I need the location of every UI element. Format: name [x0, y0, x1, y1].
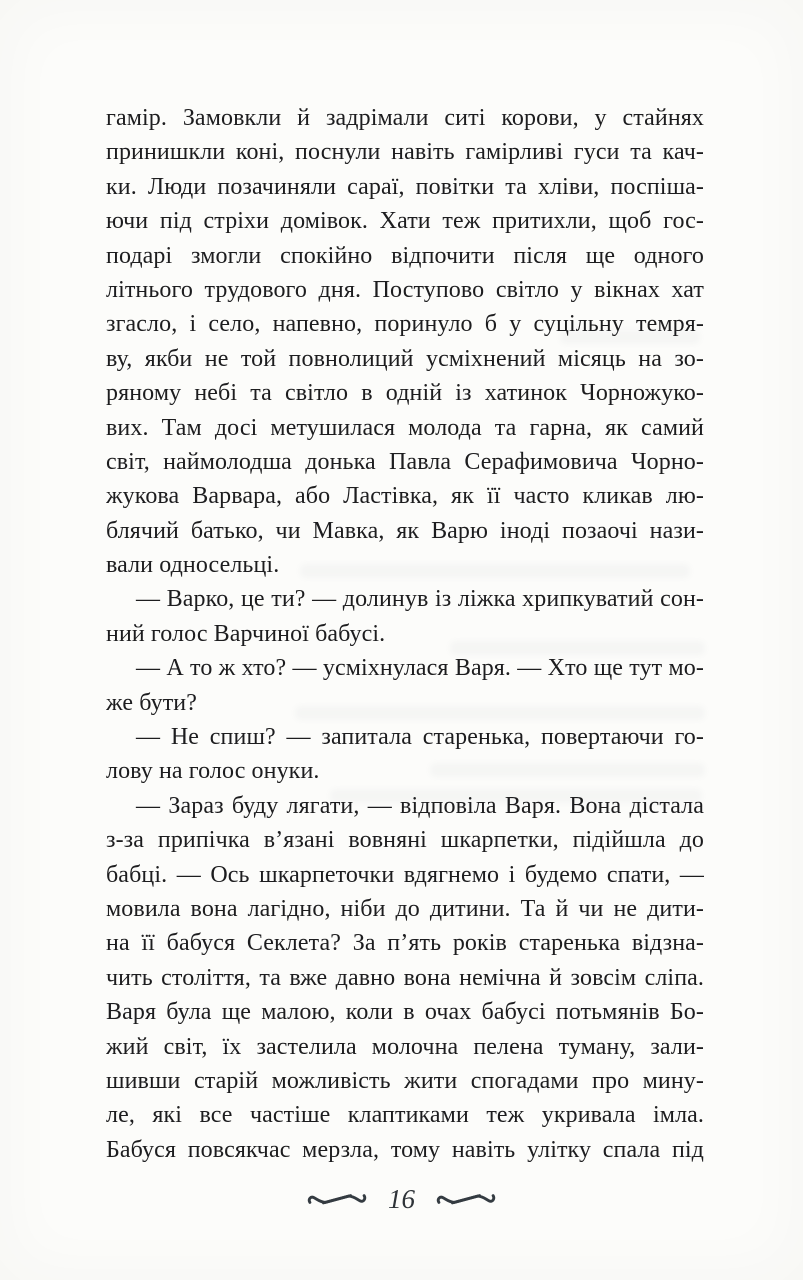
body-line: ний голос Варчиної бабусі. — [106, 620, 386, 647]
body-line: ле, які все частіше клаптиками теж укривала імла. — [106, 1102, 704, 1129]
body-line: гамір. Замовкли й задрімали ситі корови, у стайнях — [106, 105, 704, 131]
body-line: жий світ, їх застелила молочна пелена туману, зали- — [106, 1033, 704, 1060]
body-line: з-за припічка в’язані вовняні шкарпетки, підійшла до — [106, 827, 704, 854]
body-line: літнього трудового дня. Поступово світло у вікнах хат — [106, 276, 704, 303]
body-line: принишкли коні, поснули навіть гамірливі гуси та кач- — [106, 139, 704, 166]
body-line: — Не спиш? — запитала старенька, повертаючи го- — [136, 724, 704, 751]
page-text-block — [106, 101, 704, 1167]
body-line: шивши старій можливість жити спогадами про мину- — [106, 1067, 704, 1094]
body-line: — Зараз буду лягати, — відповіла Варя. Вона дістала — [136, 792, 704, 819]
body-line: згасло, і село, напевно, поринуло б у суцільну темря- — [106, 311, 704, 338]
body-line: вих. Там досі метушилася молода та гарна, як самий — [106, 414, 704, 441]
body-line: лову на голос онуки. — [106, 758, 320, 785]
body-line: бабці. — Ось шкарпеточки вдягнемо і будемо спати, — — [106, 861, 704, 888]
body-line: — А то ж хто? — усміхнулася Варя. — Хто ще тут мо- — [136, 655, 704, 682]
body-line: ряному небі та світло в одній із хатинок Чорножуко- — [106, 380, 704, 407]
body-line: подарі змогли спокійно відпочити після ще одного — [106, 242, 704, 269]
body-line: блячий батько, чи Мавка, як Варю іноді позаочі нази- — [106, 517, 704, 544]
swash-ornament-icon — [435, 1189, 497, 1209]
page-number: 16 — [388, 1184, 415, 1214]
page-footer — [0, 1184, 803, 1214]
body-line: вали односельці. — [106, 552, 280, 579]
body-line: на її бабуся Секлета? За п’ять років старенька відзна- — [106, 930, 704, 957]
body-line: мовила вона лагідно, ніби до дитини. Та й чи не дити- — [106, 895, 704, 922]
body-line: ючи під стріхи домівок. Хати теж притихли, щоб гос- — [106, 208, 704, 235]
body-line: світ, наймолодша донька Павла Серафимовича Чорно- — [106, 448, 704, 475]
swash-ornament-icon — [306, 1189, 368, 1209]
body-line: ву, якби не той повнолиций усміхнений місяць на зо- — [106, 345, 704, 372]
body-line: — Варко, це ти? — долинув із ліжка хрипкуватий сон- — [136, 586, 704, 613]
body-line: Бабуся повсякчас мерзла, тому навіть улітку спала під — [106, 1136, 704, 1163]
body-line: же бути? — [106, 689, 197, 716]
body-line: ки. Люди позачиняли сараї, повітки та хліви, поспіша- — [106, 173, 704, 200]
body-line: жукова Варвара, або Ластівка, як її часто кликав лю- — [106, 483, 704, 510]
body-line: Варя була ще малою, коли в очах бабусі потьмянів Бо- — [106, 999, 704, 1026]
body-line: чить століття, та вже давно вона немічна й зовсім сліпа. — [106, 964, 704, 991]
